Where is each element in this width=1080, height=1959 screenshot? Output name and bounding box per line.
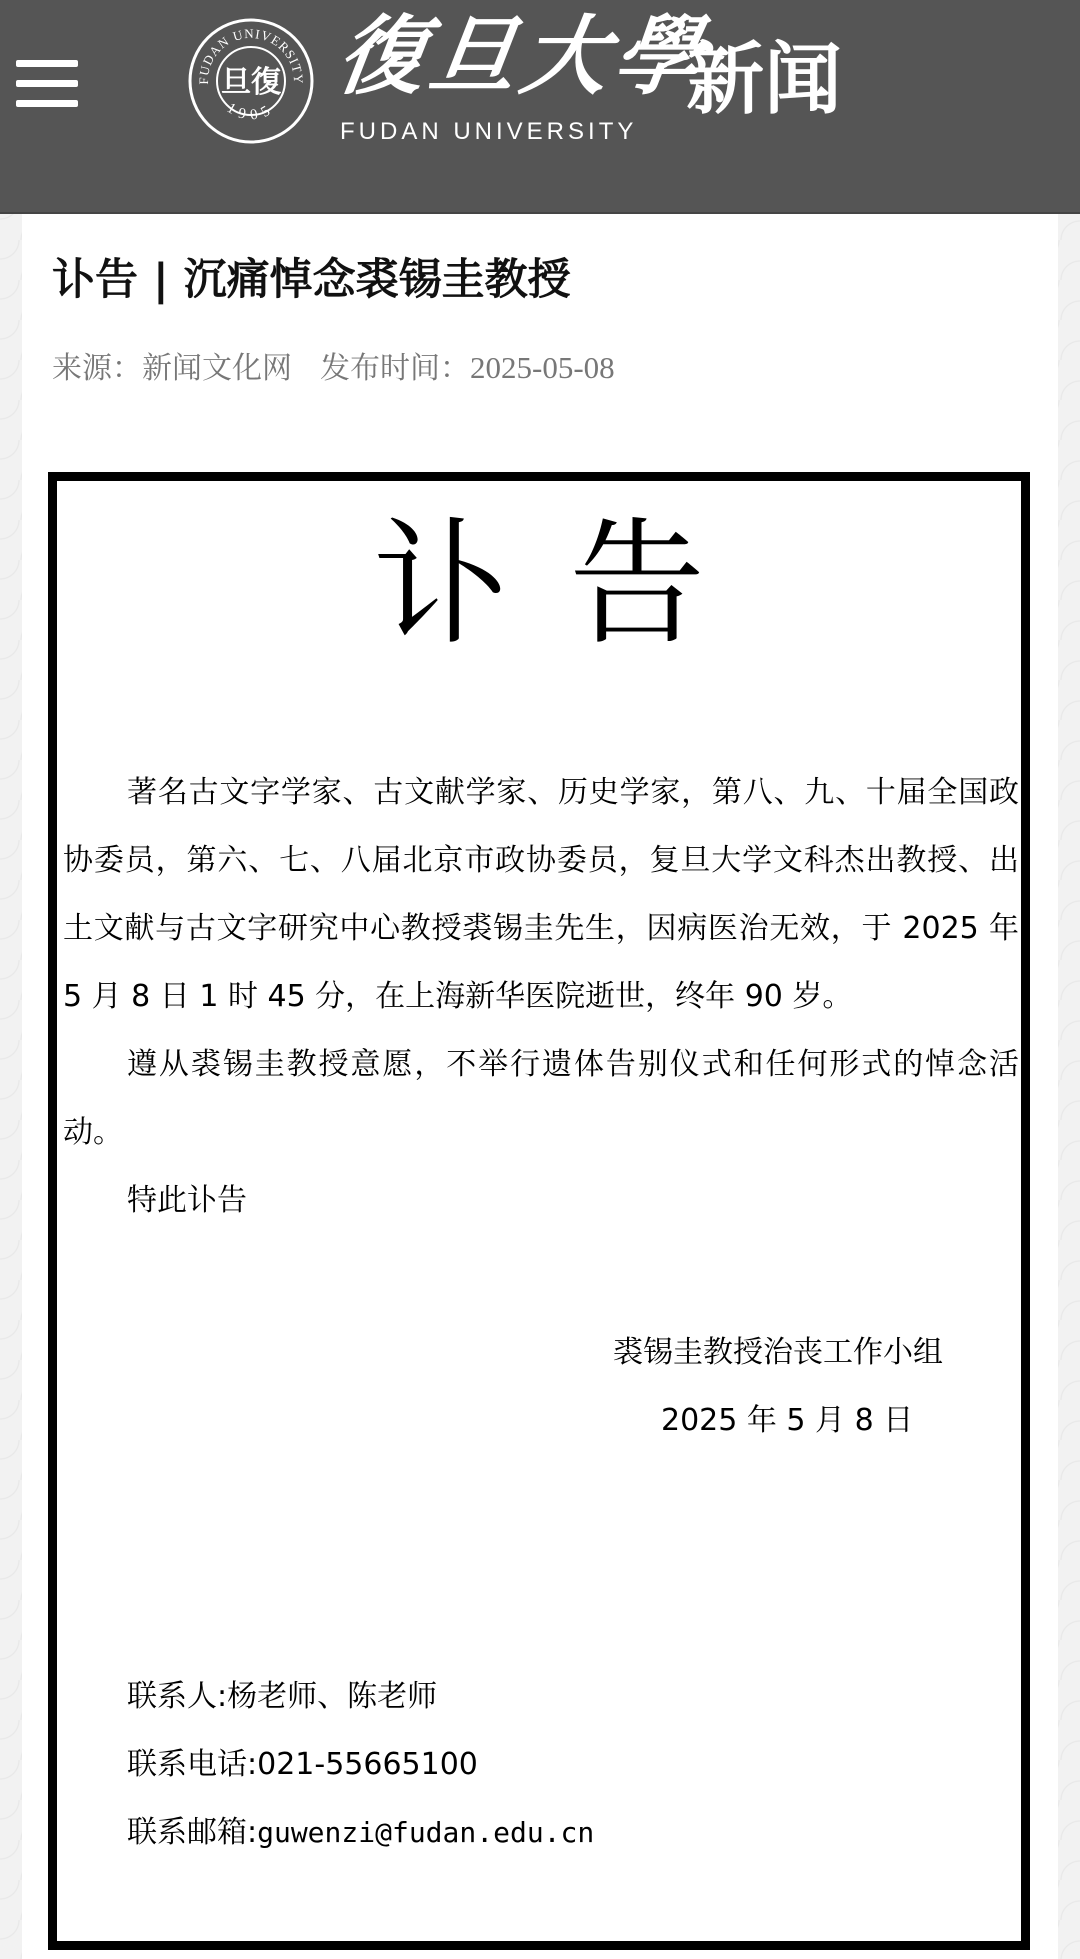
emblem-year: 1905 — [223, 100, 279, 124]
contact-info — [127, 1663, 594, 1867]
wordmark-chinese: 復旦大學 — [330, 6, 714, 107]
contact-person: 联系人:杨老师、陈老师 — [127, 1679, 438, 1714]
site-header — [0, 0, 1080, 214]
contact-phone-label: 联系电话: — [127, 1747, 258, 1782]
article-container — [22, 214, 1058, 1959]
emblem-top-text: FUDAN UNIVERSITY — [195, 25, 307, 85]
notice-title: 讣告 — [373, 506, 765, 664]
wordmark-english: FUDAN UNIVERSITY — [340, 118, 638, 145]
section-title[interactable]: 新闻 — [686, 35, 843, 125]
menu-icon[interactable] — [16, 60, 78, 108]
university-emblem-icon[interactable] — [186, 16, 316, 146]
signature-date: 2025 年 5 月 8 日 — [661, 1403, 914, 1438]
publish-label: 发布时间： — [320, 351, 470, 386]
article-meta — [52, 348, 615, 389]
notice-paragraph: 遵从裘锡圭教授意愿，不举行遗体告别仪式和任何形式的悼念活动。 — [63, 1047, 1019, 1150]
article-title: 讣告 | 沉痛悼念裘锡圭教授 — [52, 255, 571, 305]
publish-date: 2025-05-08 — [470, 350, 615, 385]
contact-email[interactable]: guwenzi@fudan.edu.cn — [257, 1816, 595, 1849]
contact-email-row — [127, 1799, 594, 1867]
obituary-notice — [48, 472, 1030, 1950]
svg-text:1905 — [224, 100, 278, 124]
contact-email-label: 联系邮箱: — [127, 1815, 258, 1850]
notice-paragraph: 著名古文字学家、古文献学家、历史学家，第八、九、十届全国政协委员，第六、七、八届北京市政协委员，复旦大学文科杰出教授、出土文献与古文字研究中心教授裘锡圭先生，因病医治无效，于 2025 年 5 月 8 日 1 时 45 分，在上海新华医院逝世，终年 90 岁。 — [63, 775, 1019, 1014]
contact-phone-row — [127, 1731, 594, 1799]
notice-paragraph: 特此讣告 — [127, 1183, 247, 1218]
emblem-center-text: 旦復 — [221, 65, 281, 100]
signature-organization: 裘锡圭教授治丧工作小组 — [613, 1335, 943, 1370]
contact-phone[interactable]: 021-55665100 — [257, 1747, 478, 1782]
article-source: 来源：新闻文化网 — [52, 351, 292, 386]
notice-body — [63, 759, 1019, 1235]
